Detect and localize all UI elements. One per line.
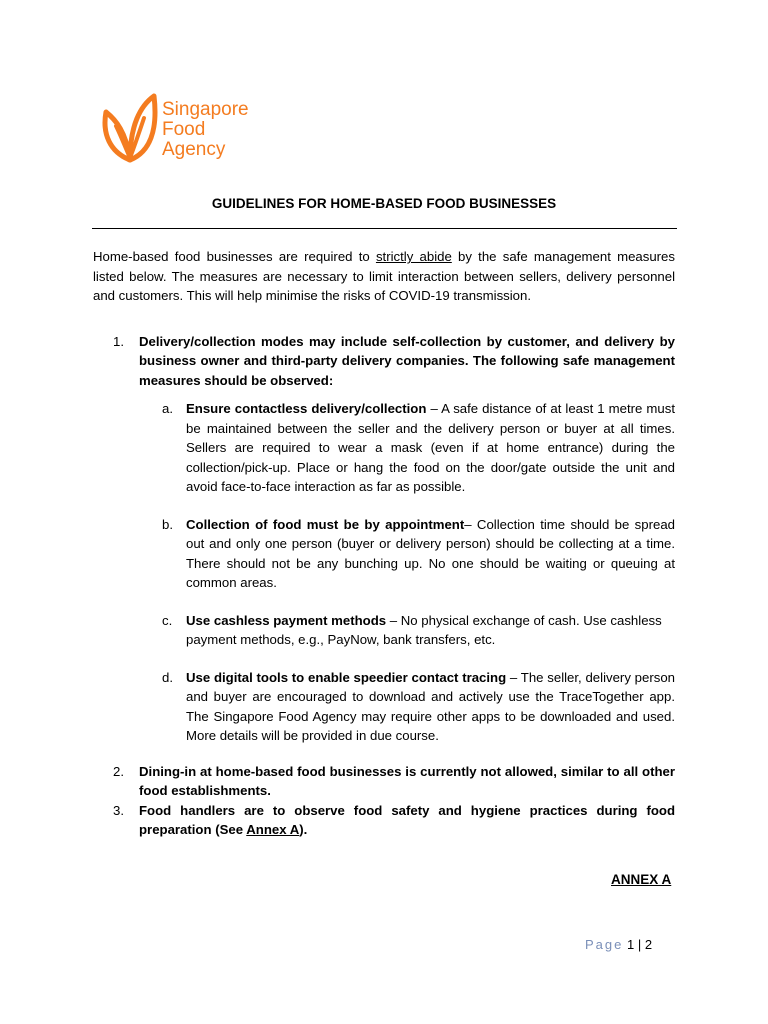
list-item-text: Food handlers are to observe food safety and hygiene practices during food preparation (See: [139, 802, 675, 837]
sfa-logo: [100, 92, 270, 166]
list-marker: 1.: [113, 333, 124, 349]
logo-line-3: Agency: [162, 139, 226, 160]
list-item-2: [93, 762, 675, 801]
list-item-text: Dining-in at home-based food businesses is currently not allowed, similar to all other food establishments.: [139, 763, 675, 798]
sub-item-b: [93, 515, 675, 593]
intro-text-2: by the safe management measures listed below. The measures are necessary to limit interaction between sellers, delivery personnel and customers. This will help minimise the risks of COVID-19 transmission.: [93, 249, 675, 303]
sub-item-text: – No physical exchange of cash. Use cashless payment methods, e.g., PayNow, bank transfers, etc.: [186, 612, 662, 647]
sub-item-text: – A safe distance of at least 1 metre must be maintained between the seller and the delivery person or buyer at all times. Sellers are required to wear a mask (even if at home entrance) during the collection/pick-up. Place or hang the food on the door/gate outside the unit and avoid face-to-face interaction as far as possible.: [186, 401, 675, 494]
list-item-text: Delivery/collection modes may include self-collection by customer, and delivery by business owner and third-party delivery companies. The following safe management measures should be observed:: [139, 333, 675, 388]
sub-item-d: [93, 668, 675, 746]
title-divider: [92, 228, 677, 229]
sub-item-text: – Collection time should be spread out and only one person (buyer or delivery person) should be collecting at a time. There should not be any bunching up. No one should be waiting or queuing at common areas.: [186, 516, 675, 590]
sub-item-heading: Use cashless payment methods: [186, 612, 387, 628]
logo-wordmark: [162, 100, 249, 160]
sub-item-c: [93, 611, 675, 650]
list-item-1: [93, 332, 675, 391]
current-page: 1: [627, 937, 635, 952]
annex-a-link[interactable]: Annex A: [246, 822, 300, 837]
total-pages: 2: [644, 937, 653, 952]
sub-marker: c.: [162, 612, 173, 628]
list-item-text-end: ).: [299, 822, 308, 837]
sub-item-text: – The seller, delivery person and buyer are encouraged to download and actively use the TraceTogether app. The Singapore Food Agency may require other apps to be downloaded and used. More details will be provided in due course.: [186, 669, 675, 743]
sub-marker: b.: [162, 516, 173, 532]
sub-item-heading: Ensure contactless delivery/collection: [186, 401, 427, 416]
document-body: [93, 247, 675, 840]
sub-item-a: [93, 399, 675, 497]
intro-paragraph: [93, 247, 675, 306]
sub-marker: a.: [162, 401, 173, 416]
annex-heading: ANNEX A: [611, 872, 672, 887]
logo-line-2: Food: [162, 119, 206, 140]
list-item-3: [93, 801, 675, 840]
list-marker: 3.: [113, 802, 124, 818]
intro-text-1: Home-based food businesses are required to: [93, 249, 376, 264]
page-number: [585, 937, 652, 952]
leaf-logo-icon: [100, 92, 160, 166]
sub-item-heading: Use digital tools to enable speedier contact tracing: [186, 669, 507, 685]
sub-item-heading: Collection of food must be by appointment: [186, 516, 465, 532]
page-separator: |: [637, 937, 642, 952]
intro-underlined: strictly abide: [375, 249, 452, 264]
page-label: Page: [585, 937, 624, 952]
list-marker: 2.: [113, 763, 124, 779]
sub-marker: d.: [162, 669, 173, 685]
logo-line-1: Singapore: [162, 99, 249, 120]
document-title: GUIDELINES FOR HOME-BASED FOOD BUSINESSES: [211, 196, 557, 211]
